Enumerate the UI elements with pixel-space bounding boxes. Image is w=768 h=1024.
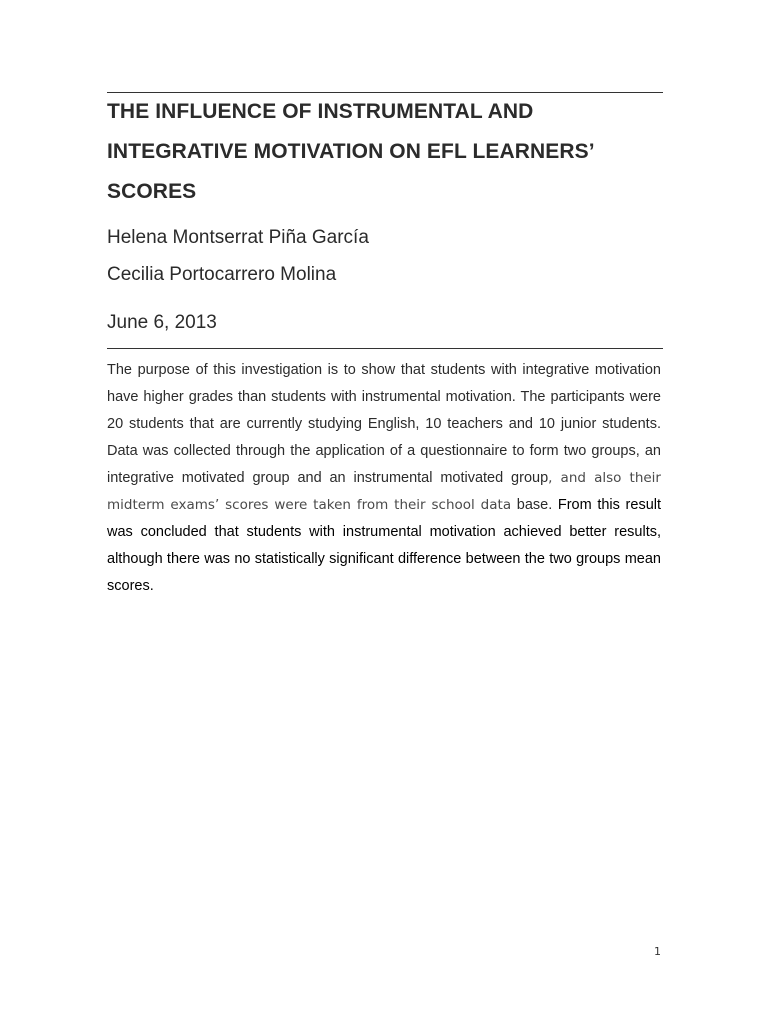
author-2: Cecilia Portocarrero Molina — [107, 264, 337, 285]
paper-title — [107, 92, 667, 212]
author-1: Helena Montserrat Piña García — [107, 227, 369, 248]
abstract-part-2: , and also their midterm exams’ scores were taken from their school data — [107, 470, 661, 513]
abstract-part-1: The purpose of this investigation is to show that students with integrative motivation have higher grades than students with instrumental motivation. The participants were 20 students that are currently studying English, 10 teachers and 10 junior students. Data was collected through the application of a questionnaire to form two groups, an integrative motivated group and an instrumental motivated group — [107, 362, 661, 486]
abstract-paragraph — [107, 357, 661, 600]
title-line-1: THE INFLUENCE OF INSTRUMENTAL AND — [107, 100, 534, 123]
abstract-part-4: From this result was concluded that students with instrumental motivation achieved better results, although there was no statistically significant difference between the two groups mean scores. — [107, 497, 662, 594]
title-line-2: INTEGRATIVE MOTIVATION ON EFL LEARNERS’ — [107, 140, 595, 163]
publication-date: June 6, 2013 — [107, 312, 217, 333]
page-number: 1 — [654, 945, 661, 958]
abstract-part-3: base. — [516, 497, 553, 513]
title-line-3: SCORES — [107, 180, 197, 203]
abstract-top-rule — [107, 348, 663, 349]
